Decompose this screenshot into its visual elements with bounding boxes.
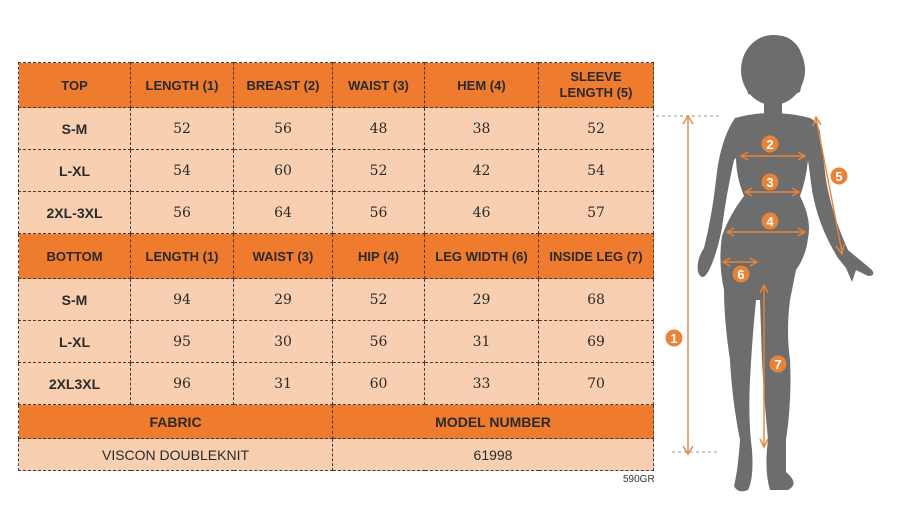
table-cell: 56 <box>333 192 425 234</box>
table-cell: 52 <box>333 279 425 321</box>
table-cell: 56 <box>234 108 333 150</box>
table-cell: 69 <box>539 321 654 363</box>
table-cell: 38 <box>425 108 539 150</box>
marker-2 <box>762 136 779 153</box>
table-cell: 94 <box>131 279 234 321</box>
table-cell: 33 <box>425 363 539 405</box>
top-header-breast: BREAST (2) <box>234 63 333 108</box>
top-header-length: LENGTH (1) <box>131 63 234 108</box>
table-cell: 52 <box>333 150 425 192</box>
marker-4 <box>762 213 779 230</box>
marker-3-label: 3 <box>766 175 774 190</box>
table-cell: 29 <box>425 279 539 321</box>
table-cell: 57 <box>539 192 654 234</box>
sleeve-label-line2: LENGTH (5) <box>559 85 633 100</box>
table-cell: 31 <box>234 363 333 405</box>
fabric-label: FABRIC <box>19 405 333 439</box>
top-header-hem: HEM (4) <box>425 63 539 108</box>
sleeve-label-line1: SLEEVE <box>570 69 622 84</box>
marker-2-label: 2 <box>766 137 774 152</box>
size-label: S-M <box>19 279 131 321</box>
table-cell: 42 <box>425 150 539 192</box>
table-cell: 95 <box>131 321 234 363</box>
size-label: L-XL <box>19 150 131 192</box>
fabric-value: VISCON DOUBLEKNIT <box>19 439 333 471</box>
top-header-label: TOP <box>19 63 131 108</box>
product-code: 590GR <box>623 474 655 485</box>
marker-1 <box>666 330 683 347</box>
table-cell: 52 <box>131 108 234 150</box>
marker-3 <box>762 174 779 191</box>
bottom-header-label: BOTTOM <box>19 234 131 279</box>
table-cell: 68 <box>539 279 654 321</box>
table-cell: 30 <box>234 321 333 363</box>
top-header-waist: WAIST (3) <box>333 63 425 108</box>
size-label: L-XL <box>19 321 131 363</box>
table-cell: 60 <box>333 363 425 405</box>
marker-6-label: 6 <box>737 267 745 282</box>
table-cell: 64 <box>234 192 333 234</box>
model-number-value: 61998 <box>333 439 654 471</box>
bottom-header-waist: WAIST (3) <box>234 234 333 279</box>
table-cell: 56 <box>333 321 425 363</box>
table-cell: 56 <box>131 192 234 234</box>
table-cell: 54 <box>539 150 654 192</box>
length-guide <box>656 116 720 454</box>
table-cell: 60 <box>234 150 333 192</box>
marker-5-label: 5 <box>835 169 843 184</box>
table-cell: 54 <box>131 150 234 192</box>
marker-7 <box>770 356 787 373</box>
table-cell: 70 <box>539 363 654 405</box>
size-label: S-M <box>19 108 131 150</box>
marker-1-label: 1 <box>670 331 678 346</box>
table-cell: 96 <box>131 363 234 405</box>
bottom-header-hip: HIP (4) <box>333 234 425 279</box>
table-cell: 48 <box>333 108 425 150</box>
model-number-label: MODEL NUMBER <box>333 405 654 439</box>
marker-6 <box>733 266 750 283</box>
table-cell: 29 <box>234 279 333 321</box>
marker-7-label: 7 <box>774 357 782 372</box>
bottom-header-length: LENGTH (1) <box>131 234 234 279</box>
table-cell: 31 <box>425 321 539 363</box>
bottom-header-leg-width: LEG WIDTH (6) <box>425 234 539 279</box>
marker-4-label: 4 <box>766 214 774 229</box>
table-cell: 46 <box>425 192 539 234</box>
bottom-header-inside-leg: INSIDE LEG (7) <box>539 234 654 279</box>
size-label: 2XL3XL <box>19 363 131 405</box>
table-cell: 52 <box>539 108 654 150</box>
marker-5 <box>831 168 848 185</box>
size-label: 2XL-3XL <box>19 192 131 234</box>
